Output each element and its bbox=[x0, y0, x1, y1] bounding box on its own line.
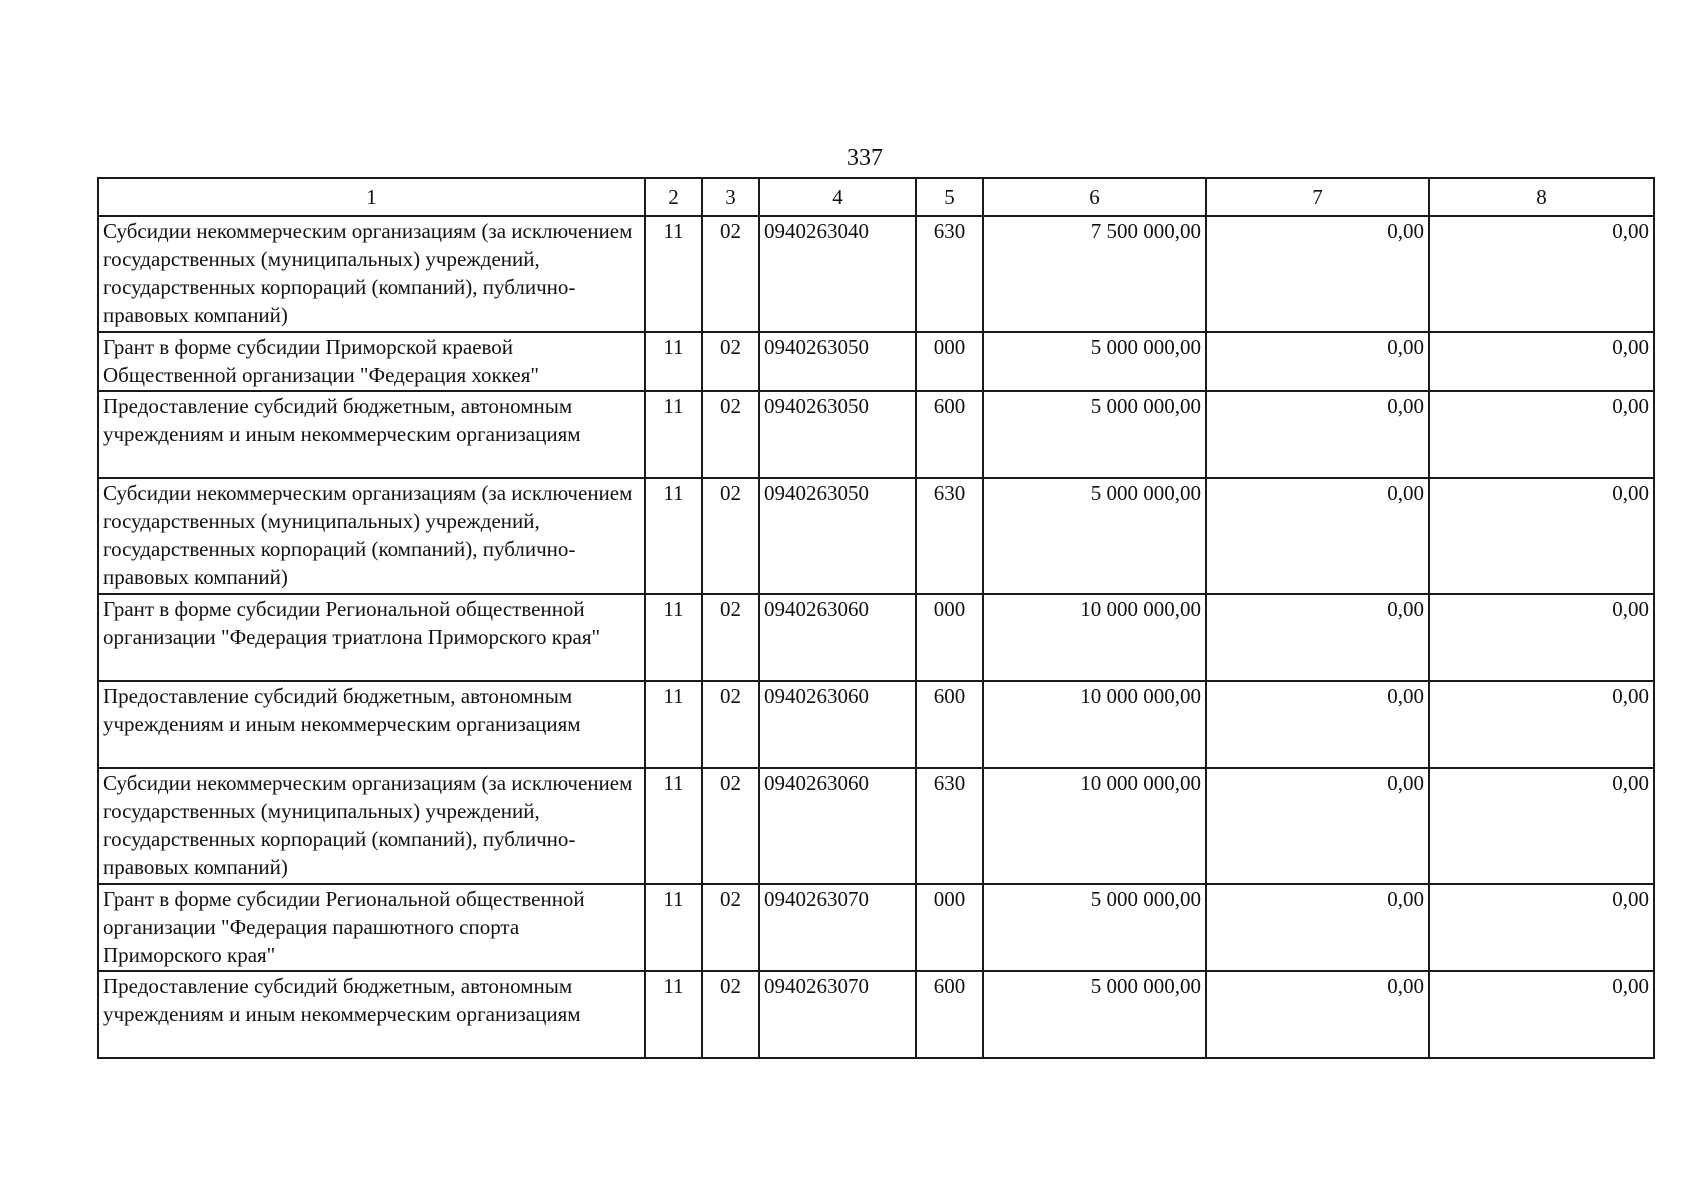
row-subsection: 02 bbox=[702, 884, 759, 971]
row-sum-col6: 5 000 000,00 bbox=[983, 478, 1206, 594]
header-row bbox=[98, 178, 1654, 216]
row-sum-col6: 5 000 000,00 bbox=[983, 884, 1206, 971]
table-row bbox=[98, 478, 1654, 594]
column-header: 7 bbox=[1206, 178, 1429, 216]
row-expense-type: 630 bbox=[916, 216, 983, 332]
row-target-code: 0940263050 bbox=[759, 332, 916, 391]
column-header: 8 bbox=[1429, 178, 1654, 216]
row-sum-col7: 0,00 bbox=[1206, 594, 1429, 681]
row-sum-col7: 0,00 bbox=[1206, 884, 1429, 971]
row-name: Грант в форме субсидии Региональной общественной организации "Федерация парашютного спорта Приморского края" bbox=[98, 884, 645, 971]
row-sum-col8: 0,00 bbox=[1429, 478, 1654, 594]
row-target-code: 0940263040 bbox=[759, 216, 916, 332]
row-sum-col8: 0,00 bbox=[1429, 332, 1654, 391]
column-header: 2 bbox=[645, 178, 702, 216]
row-name: Грант в форме субсидии Приморской краевой Общественной организации "Федерация хоккея" bbox=[98, 332, 645, 391]
row-sum-col6: 5 000 000,00 bbox=[983, 332, 1206, 391]
row-section: 11 bbox=[645, 332, 702, 391]
row-sum-col6: 10 000 000,00 bbox=[983, 768, 1206, 884]
row-target-code: 0940263060 bbox=[759, 768, 916, 884]
table-body bbox=[98, 216, 1654, 1058]
row-expense-type: 000 bbox=[916, 332, 983, 391]
row-name: Предоставление субсидий бюджетным, автономным учреждениям и иным некоммерческим организациям bbox=[98, 681, 645, 768]
row-section: 11 bbox=[645, 391, 702, 478]
row-subsection: 02 bbox=[702, 768, 759, 884]
row-expense-type: 600 bbox=[916, 391, 983, 478]
row-expense-type: 600 bbox=[916, 681, 983, 768]
row-sum-col8: 0,00 bbox=[1429, 681, 1654, 768]
row-subsection: 02 bbox=[702, 478, 759, 594]
row-section: 11 bbox=[645, 216, 702, 332]
row-sum-col8: 0,00 bbox=[1429, 216, 1654, 332]
column-header: 3 bbox=[702, 178, 759, 216]
row-sum-col7: 0,00 bbox=[1206, 971, 1429, 1058]
row-sum-col8: 0,00 bbox=[1429, 594, 1654, 681]
row-section: 11 bbox=[645, 681, 702, 768]
row-expense-type: 630 bbox=[916, 768, 983, 884]
row-sum-col7: 0,00 bbox=[1206, 768, 1429, 884]
row-subsection: 02 bbox=[702, 971, 759, 1058]
row-sum-col8: 0,00 bbox=[1429, 391, 1654, 478]
table-row bbox=[98, 971, 1654, 1058]
row-subsection: 02 bbox=[702, 332, 759, 391]
table-row bbox=[98, 391, 1654, 478]
table-row bbox=[98, 681, 1654, 768]
row-name: Субсидии некоммерческим организациям (за исключением государственных (муниципальных) учреждений, государственных корпораций (компаний), публично-правовых компаний) bbox=[98, 216, 645, 332]
row-sum-col8: 0,00 bbox=[1429, 884, 1654, 971]
row-sum-col6: 10 000 000,00 bbox=[983, 594, 1206, 681]
row-name: Предоставление субсидий бюджетным, автономным учреждениям и иным некоммерческим организациям bbox=[98, 971, 645, 1058]
row-section: 11 bbox=[645, 478, 702, 594]
row-sum-col6: 10 000 000,00 bbox=[983, 681, 1206, 768]
row-name: Предоставление субсидий бюджетным, автономным учреждениям и иным некоммерческим организациям bbox=[98, 391, 645, 478]
row-sum-col7: 0,00 bbox=[1206, 332, 1429, 391]
column-header: 5 bbox=[916, 178, 983, 216]
budget-table bbox=[97, 177, 1655, 1059]
row-subsection: 02 bbox=[702, 681, 759, 768]
row-sum-col7: 0,00 bbox=[1206, 391, 1429, 478]
row-expense-type: 000 bbox=[916, 884, 983, 971]
row-section: 11 bbox=[645, 594, 702, 681]
row-section: 11 bbox=[645, 884, 702, 971]
page-number: 337 bbox=[847, 145, 883, 171]
table-row bbox=[98, 332, 1654, 391]
row-target-code: 0940263070 bbox=[759, 884, 916, 971]
row-target-code: 0940263060 bbox=[759, 681, 916, 768]
row-expense-type: 600 bbox=[916, 971, 983, 1058]
row-sum-col6: 5 000 000,00 bbox=[983, 391, 1206, 478]
row-sum-col7: 0,00 bbox=[1206, 478, 1429, 594]
column-header: 6 bbox=[983, 178, 1206, 216]
row-subsection: 02 bbox=[702, 594, 759, 681]
row-sum-col8: 0,00 bbox=[1429, 971, 1654, 1058]
row-sum-col6: 5 000 000,00 bbox=[983, 971, 1206, 1058]
row-section: 11 bbox=[645, 768, 702, 884]
row-name: Грант в форме субсидии Региональной общественной организации "Федерация триатлона Приморского края" bbox=[98, 594, 645, 681]
row-target-code: 0940263050 bbox=[759, 478, 916, 594]
row-expense-type: 630 bbox=[916, 478, 983, 594]
row-section: 11 bbox=[645, 971, 702, 1058]
row-target-code: 0940263050 bbox=[759, 391, 916, 478]
row-sum-col7: 0,00 bbox=[1206, 681, 1429, 768]
row-target-code: 0940263060 bbox=[759, 594, 916, 681]
column-header: 1 bbox=[98, 178, 645, 216]
row-sum-col7: 0,00 bbox=[1206, 216, 1429, 332]
row-name: Субсидии некоммерческим организациям (за исключением государственных (муниципальных) учреждений, государственных корпораций (компаний), публично-правовых компаний) bbox=[98, 768, 645, 884]
row-sum-col6: 7 500 000,00 bbox=[983, 216, 1206, 332]
table-row bbox=[98, 594, 1654, 681]
row-subsection: 02 bbox=[702, 216, 759, 332]
column-header: 4 bbox=[759, 178, 916, 216]
row-expense-type: 000 bbox=[916, 594, 983, 681]
row-target-code: 0940263070 bbox=[759, 971, 916, 1058]
table-row bbox=[98, 884, 1654, 971]
table-row bbox=[98, 216, 1654, 332]
row-sum-col8: 0,00 bbox=[1429, 768, 1654, 884]
row-name: Субсидии некоммерческим организациям (за исключением государственных (муниципальных) учреждений, государственных корпораций (компаний), публично-правовых компаний) bbox=[98, 478, 645, 594]
row-subsection: 02 bbox=[702, 391, 759, 478]
table-row bbox=[98, 768, 1654, 884]
